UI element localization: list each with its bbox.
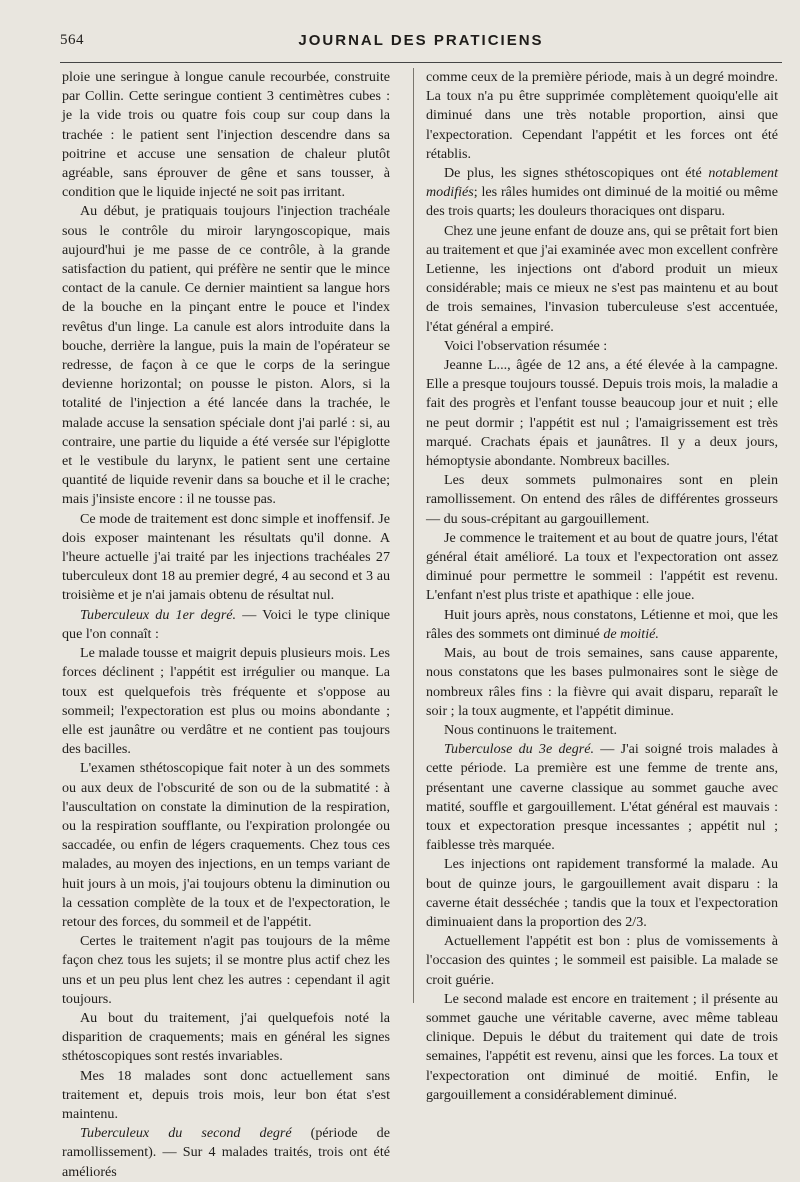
paragraph <box>62 606 390 644</box>
paragraph: Au bout du traitement, j'ai quelquefois noté la disparition de craquements; mais en général les signes sthétoscopiques sont restés invariables. <box>62 1009 390 1065</box>
right-column <box>426 68 778 1105</box>
section-heading: Tuberculeux du 1er degré. <box>80 606 237 623</box>
page-header <box>60 30 782 56</box>
paragraph: Le malade tousse et maigrit depuis plusieurs mois. Les forces déclinent ; l'appétit est irrégulier ou manque. La toux est quelquefois très fréquente et s'oppose au sommeil; l'expectoration est plus ou moins abondante ; elle est jaunâtre ou verdâtre et ne contient pas toujours des bacilles. <box>62 645 390 758</box>
header-rule <box>60 62 782 63</box>
emphasis: notablement modifiés <box>426 165 778 201</box>
paragraph: comme ceux de la première période, mais à un degré moindre. La toux n'a pu être supprimée complètement quoiqu'elle ait diminué dans une très notable proportion, ainsi que l'expectoration. Cependant l'appétit et les forces ont été rétablis. <box>426 69 778 162</box>
paragraph-text: — Voici le type clinique que l'on connaît : <box>62 606 390 642</box>
paragraph: Mes 18 malades sont donc actuellement sans traitement et, depuis trois mois, leur bon état s'est maintenu. <box>62 1067 390 1122</box>
paragraph-text: (période de ramollissement). — Sur 4 malades traités, trois ont été améliorés <box>62 1125 390 1180</box>
paragraph: Actuellement l'appétit est bon : plus de vomissements à l'occasion des quintes ; le sommeil est paisible. La malade se croit guérie. <box>426 933 778 988</box>
journal-title: JOURNAL DES PRATICIENS <box>298 32 544 49</box>
paragraph-text: — J'ai soigné trois malades à cette période. La première est une femme de trente ans, présentant une caverne classique au sommet gauche avec matité, souffle et gargouillement. L'état général est mauvais : toux et expectoration presque incessantes ; appétit nul ; faiblesse très marquée. <box>426 741 778 854</box>
section-heading: Tuberculose du 3e degré. <box>444 741 595 758</box>
paragraph: Je commence le traitement et au bout de quatre jours, l'état général était amélioré. La toux et l'expectoration ont assez diminué pour permettre le sommeil : l'appétit est revenu. L'enfant n'est plus triste et apathique : elle joue. <box>426 529 778 604</box>
paragraph <box>426 164 778 222</box>
paragraph: Le second malade est encore en traitement ; il présente au sommet gauche une véritable caverne, avec même tableau clinique. Depuis le début du traitement qui date de trois semaines, l'appétit est revenu, ainsi que les forces. La toux et l'expectoration ont diminué de moitié. Enfin, le gargouillement a considérablement diminué. <box>426 990 778 1103</box>
column-divider <box>413 68 414 1003</box>
paragraph: Au début, je pratiquais toujours l'injection trachéale sous le contrôle du miroir laryngoscopique, mais aujourd'hui je me passe de ce contrôle, à la grande satisfaction du patient, qui préfère ne sentir que le mince contact de la canule. Ce dernier maintient sa langue hors de la bouche en la pinçant entre le pouce et l'index revêtus d'un linge. La canule est alors introduite dans la bouche, derrière la langue, puis la main de l'opérateur se redresse, de façon à ce que le corps de la seringue devienne horizontal; on pousse le piston. Alors, si la totalité de l'injection a été lancée dans la trachée, le malade accuse la sensation spéciale dont j'ai parlé : si, au contraire, une partie du liquide a été versée sur l'épiglotte et le vestibule du larynx, le patient sent une certaine quantité de liquide revenir dans sa bouche et il le crache; mais j'insiste encore : il ne tousse pas. <box>62 203 390 508</box>
emphasis: de moitié. <box>603 625 659 642</box>
paragraph <box>62 1124 390 1182</box>
paragraph: Chez une jeune enfant de douze ans, qui se prêtait fort bien au traitement et que j'ai examinée avec mon excellent confrère Letienne, les injections ont d'abord produit un mieux considérable; mais ce mieux ne s'est pas maintenu et au bout de trois semaines, l'invasion tuberculeuse s'est accentuée, l'état général a empiré. <box>426 222 778 335</box>
paragraph: Voici l'observation résumée : <box>444 337 608 354</box>
paragraph <box>426 740 778 855</box>
page-number: 564 <box>60 32 84 48</box>
paragraph-text: ; les râles humides ont diminué de la moitié ou même des trois quarts; les douleurs thoraciques ont disparu. <box>426 184 778 220</box>
paragraph: Nous continuons le traitement. <box>444 721 618 738</box>
section-heading: Tuberculeux du second degré <box>80 1125 292 1142</box>
paragraph: Les injections ont rapidement transformé la malade. Au bout de quinze jours, le gargouillement avait disparu : la caverne était desséchée ; tandis que la toux et l'expectoration diminuaient dans la proportion des 2/3. <box>426 856 778 930</box>
paragraph <box>426 606 778 644</box>
paragraph-text: Huit jours après, nous constatons, Létienne et moi, que les râles des sommets ont diminué <box>426 606 778 642</box>
paragraph: Mais, au bout de trois semaines, sans cause apparente, nous constatons que les bases pulmonaires sont le siège de nombreux râles fins : la fièvre qui avait disparu, reparaît le soir ; la toux augmente, et l'appétit diminue. <box>426 645 778 719</box>
paragraph: Ce mode de traitement est donc simple et inoffensif. Je dois exposer maintenant les résultats qu'il donne. A l'heure actuelle j'ai traité par les injections trachéales 27 tuberculeux dont 18 au premier degré, 4 au second et 3 au troisième et je n'ai jamais obtenu de résultat nul. <box>62 510 390 604</box>
paragraph: L'examen sthétoscopique fait noter à un des sommets ou aux deux de l'obscurité de son ou de la submatité : à l'auscultation on constate la diminution de la respiration, ou la respiration soufflante, ou l'expiration prolongée ou saccadée, ou enfin de légers craquements. Chez tous ces malades, au moyen des injections, en un temps variant de huit jours à un mois, j'ai toujours obtenu la diminution ou la cessation complète de la toux et de l'expectoration, le retour des forces, du sommeil et de l'appétit. <box>62 760 390 930</box>
paragraph: Jeanne L..., âgée de 12 ans, a été élevée à la campagne. Elle a presque toujours toussé. Depuis trois mois, la maladie a fait des progrès et l'enfant tousse beaucoup jour et nuit ; elle ne peut dormir ; l'appétit est nul ; l'amaigrissement est très marqué. Crachats épais et jaunâtres. Il y a deux jours, hémoptysie abondante. Nombreux bacilles. <box>426 357 778 470</box>
left-column <box>62 68 390 1182</box>
paragraph-text: De plus, les signes sthétoscopiques ont été <box>444 165 709 182</box>
paragraph: Certes le traitement n'agit pas toujours de la même façon chez tous les sujets; il se montre plus actif chez les uns et un peu plus lent chez les autres : cependant il agit toujours. <box>62 933 390 1007</box>
paragraph: Les deux sommets pulmonaires sont en plein ramollissement. On entend des râles de différentes grosseurs — du sous-crépitant au gargouillement. <box>426 472 778 527</box>
paragraph: ploie une seringue à longue canule recourbée, construite par Collin. Cette seringue contient 3 centimètres cubes : je la vide trois ou quatre fois coup sur coup dans la trachée : le patient sent l'injection descendre dans sa poitrine et accuse une sensation de chaleur plutôt agréable, sans éprouver de gêne et sans tousser, à condition que le liquide injecté ne soit pas irritant. <box>62 69 390 201</box>
